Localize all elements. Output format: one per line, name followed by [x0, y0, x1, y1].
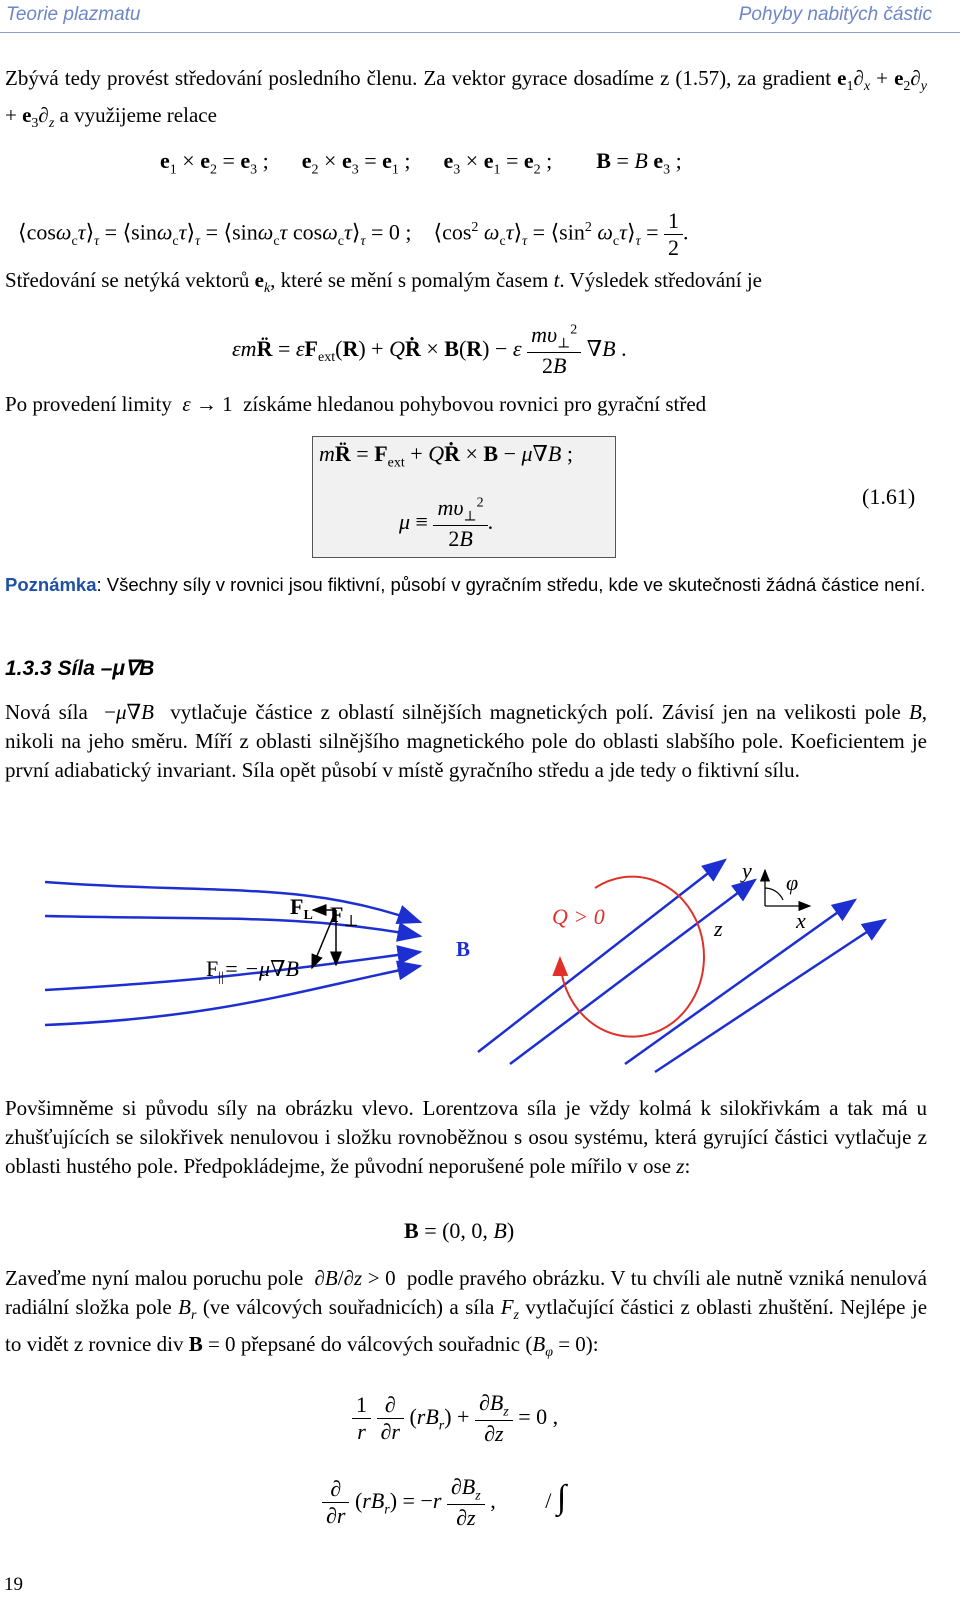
- parallel-force-label: $F_{||}= -\mu\nabla B$: [206, 956, 299, 985]
- unperturbed-field-equation: B = (0, 0, B): [404, 1218, 515, 1243]
- phi-arc: [765, 888, 783, 900]
- phi-label: φ: [786, 870, 799, 895]
- perp-force-label: F⊥: [330, 902, 359, 930]
- paragraph-force: Nová síla −μ∇B vytlačuje částice z oblastí silnějších magnetických polí. Závisí jen na velikosti pole B, nikoli na jeho směru. Míří z oblasti silnějšího magnetického pole do oblasti slabšího pole. Koeficientem je první adiabatický invariant. Síla opět působí v místě gyračního středu a jde tedy o fiktivní sílu.: [5, 700, 928, 782]
- section-heading: 1.3.3 Síla –μ∇B: [5, 657, 155, 680]
- field-line: [45, 916, 420, 936]
- header-divider: [0, 32, 960, 33]
- charge-label: Q > 0: [552, 904, 605, 929]
- field-figure: [0, 840, 960, 1080]
- averaging-relations: $⟨\cos\omega_c\tau⟩_\tau$ = $⟨\sin\omega_c\tau⟩_\tau$ = ⟨sinω$_c$τ $\cos\omega_c\tau⟩_\tau = 0$ ; $⟨\cos^2$ $\omega_c\tau⟩_\tau$ = $⟨\sin^2$ $\omega_c\tau⟩_\tau$ = $\frac{1}{2}$ .: [18, 208, 689, 260]
- divergence-rearranged: $\frac{\partial}{\partial r}$ $(rB_r) = -r$ $\frac{\partial B_z}{\partial z}$ , / ∫: [322, 1474, 566, 1531]
- converging-field-lines: [45, 882, 420, 1025]
- note-label: Poznámka: [5, 574, 97, 595]
- z-axis-label: z: [714, 916, 723, 941]
- page-header: [0, 0, 960, 36]
- field-line: [478, 860, 725, 1052]
- paragraph-averaging-result: Středování se netýká vektorů $e_k$, které se mění s pomalým časem t. Výsledek středování je: [5, 268, 762, 297]
- divergence-equation: $\frac{1}{r}$ $\frac{\partial}{\partial r}$ $(rB_r)$ + $\frac{\partial B_z}{\partial z}$ = 0 ,: [352, 1390, 558, 1447]
- paragraph-averaging: Zbývá tedy provést středování posledního členu. Za vektor gyrace dosadíme z (1.57), za gradient $e_1\partial_x + e_2\partial_y + e_3\partial_z$ a využijeme relace: [5, 66, 928, 132]
- guiding-center-equation: mR̈ = $F_{ext}$ + QṘ × B − μ∇B ;: [319, 441, 573, 471]
- y-axis-label: y: [742, 858, 752, 883]
- equation-box: [312, 436, 616, 558]
- equation-number: (1.61): [862, 484, 916, 509]
- header-title-left: Teorie plazmatu: [6, 4, 141, 25]
- magnetic-moment-definition: μ ≡ $\frac{m\upsilon_\perp^2}{2B}$ .: [399, 495, 494, 552]
- page-number: 19: [4, 1574, 23, 1595]
- gradient-expression: $e_1\partial_x + e_2\partial_y + e_3\partial_z$: [5, 66, 928, 132]
- averaged-equation: εmR̈ = $\varepsilon F_{ext}(R)$ + QṘ × B(R) − ε $\frac{m\upsilon_\perp^2}{2B}$ ∇B .: [232, 322, 627, 379]
- lorentz-force-label: $F_L$: [290, 894, 313, 923]
- field-label: B: [456, 937, 471, 961]
- paragraph-limit: Po provedení limity ε → 1 získáme hledanou pohybovou rovnici pro gyrační střed: [5, 392, 707, 416]
- paragraph-origin: Povšimněme si původu síly na obrázku vlevo. Lorentzova síla je vždy kolmá k silokřivkám a tak má u zhušťujících se silokřivek nenulovou i složku rovnoběžnou s osou systému, která gyrující částici vytlačuje z oblasti hustého pole. Předpokládejme, že původní neporušené pole mířilo v ose z:: [5, 1096, 927, 1178]
- note: [5, 573, 927, 597]
- paragraph-perturbation: Zaveďme nyní malou poruchu pole ∂B/∂z > 0 podle pravého obrázku. V tu chvíli ale nutně vzniká nenulová radiální složka pole $B_r$ (ve válcových souřadnicích) a síla $F_z$ vytlačující částici z oblasti zhuštění. Nejlépe je to vidět z rovnice div B = 0 přepsané do válcových souřadnic $(B_\varphi = 0)$:: [5, 1266, 928, 1361]
- note-text: : Všechny síly v rovnici jsou fiktivní, působí v gyračním středu, kde ve skutečnosti žádná částice není.: [96, 574, 926, 595]
- field-line: [625, 900, 855, 1064]
- basis-relations: $e_1 \times e_2 = e_3$ ; $e_2 \times e_3 = e_1$ ; $e_3 \times e_1 = e_2$ ; B = B $e_3$ ;: [160, 148, 682, 178]
- inclined-field-lines: [478, 860, 885, 1072]
- header-title-right: Pohyby nabitých částic: [738, 4, 932, 25]
- x-axis-label: x: [796, 908, 806, 933]
- field-line: [655, 920, 885, 1072]
- gyration-orbit: [560, 877, 704, 1037]
